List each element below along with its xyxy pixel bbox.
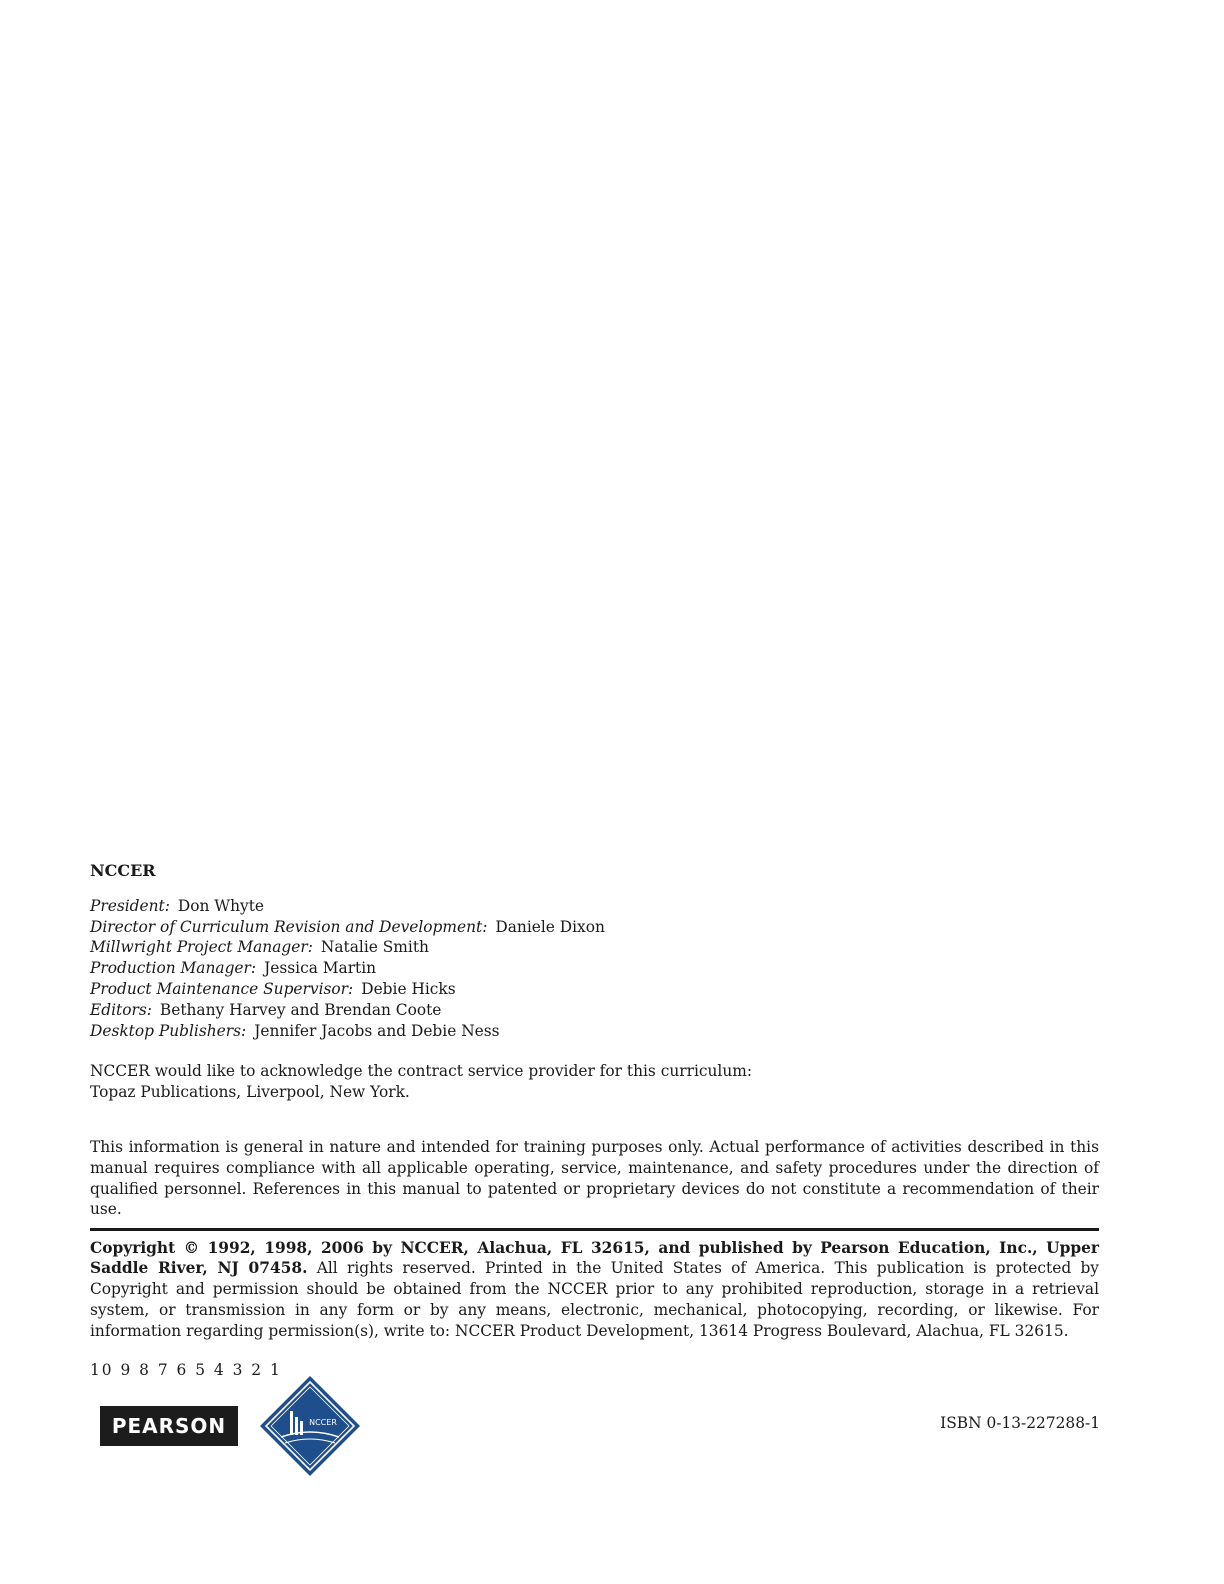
staff-list [90,896,1099,1042]
staff-entry [90,979,1099,1000]
staff-name: Natalie Smith [320,938,429,957]
acknowledgment-line: NCCER would like to acknowledge the contract service provider for this curriculum: [90,1062,753,1081]
staff-role: Desktop Publishers: [90,1021,247,1040]
staff-entry [90,896,1099,917]
staff-role: Editors: [90,1000,152,1019]
org-title: NCCER [90,861,156,880]
nccer-logo [259,1375,361,1477]
staff-entry [90,958,1099,979]
footer [100,1375,1100,1480]
staff-entry [90,917,1099,938]
credits-block [90,861,1099,1380]
horizontal-rule [90,1228,1099,1231]
nccer-logo-text: NCCER [309,1418,337,1427]
staff-name: Daniele Dixon [495,917,605,936]
staff-role: Product Maintenance Supervisor: [90,979,354,998]
copyright-statement: Copyright © 1992, 1998, 2006 by NCCER, Alachua, FL 32615, and published by Pearson Education, Inc., Upper Saddle River, NJ 07458. [90,1238,1099,1278]
isbn-number: ISBN 0-13-227288-1 [940,1414,1100,1432]
acknowledgment [90,1061,1099,1103]
staff-entry [90,1021,1099,1042]
copyright-paragraph [90,1238,1099,1342]
staff-role: Director of Curriculum Revision and Development: [90,917,488,936]
disclaimer-paragraph: This information is general in nature and intended for training purposes only. Actual performance of activities described in this manual requires compliance with all applicable operating, service, maintenance, and safety procedures under the direction of qualified personnel. References in this manual to patented or proprietary devices do not constitute a recommendation of their use. [90,1137,1099,1219]
staff-name: Jessica Martin [264,959,377,978]
staff-name: Jennifer Jacobs and Debie Ness [254,1021,500,1040]
staff-role: Millwright Project Manager: [90,938,313,957]
pearson-logo: PEARSON [100,1406,238,1446]
staff-role: President: [90,896,170,915]
staff-name: Don Whyte [177,896,265,915]
staff-name: Bethany Harvey and Brendan Coote [159,1000,442,1019]
staff-entry [90,1000,1099,1021]
staff-name: Debie Hicks [361,979,456,998]
print-line-numbers: 10 9 8 7 6 5 4 3 2 1 [90,1360,282,1379]
acknowledgment-provider: Topaz Publications, Liverpool, New York. [90,1083,410,1102]
copyright-terms: All rights reserved. Printed in the United States of America. This publication is protected by Copyright and permission should be obtained from the NCCER prior to any prohibited reproduction, storage in a retrieval system, or transmission in any form or by any means, electronic, mechanical, photocopying, recording, or likewise. For information regarding permission(s), write to: NCCER Product Development, 13614 Progress Boulevard, Alachua, FL 32615. [90,1259,1100,1340]
staff-role: Production Manager: [90,959,257,978]
staff-entry [90,937,1099,958]
